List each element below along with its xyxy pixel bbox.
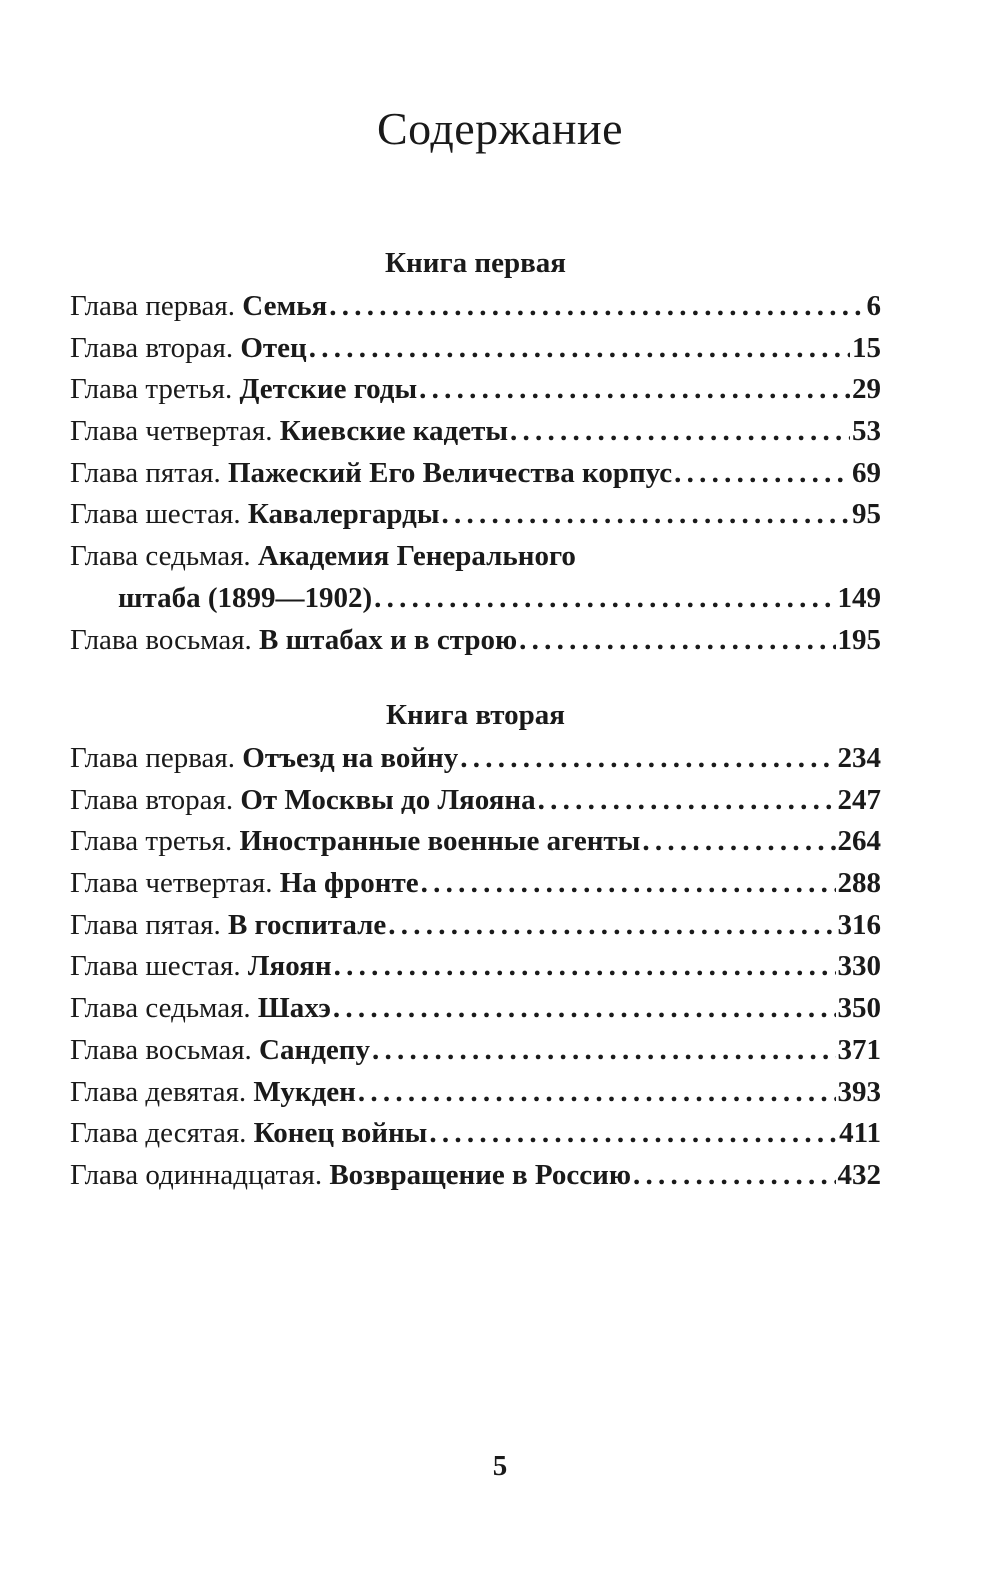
page-ref: 371: [837, 1033, 881, 1066]
page-ref: 316: [837, 908, 881, 941]
page-ref: 247: [837, 783, 881, 816]
dot-leader: [421, 863, 836, 905]
chapter-number: Глава седьмая.: [70, 540, 251, 573]
page-ref: 411: [839, 1117, 881, 1150]
chapter-title: Академия Генерального: [257, 540, 576, 573]
toc-entry[interactable]: [70, 411, 881, 453]
chapter-number: Глава первая.: [70, 742, 236, 774]
chapter-number: Глава шестая.: [70, 498, 241, 531]
dot-leader: [441, 494, 850, 536]
page-title: Содержание: [376, 103, 624, 154]
chapter-title: Ляоян: [247, 950, 332, 983]
dot-leader: [388, 905, 835, 947]
toc-entry[interactable]: [70, 1113, 881, 1155]
chapter-number: Глава третья.: [70, 825, 233, 858]
chapter-number: Глава девятая.: [70, 1075, 247, 1108]
toc-entry-continuation[interactable]: [70, 578, 881, 620]
page-ref: 288: [837, 867, 881, 900]
page-ref: 6: [866, 290, 881, 322]
dot-leader: [519, 620, 835, 662]
chapter-title: Конец войны: [253, 1117, 428, 1150]
chapter-number: Глава четвертая.: [70, 867, 273, 900]
chapter-title: Иностранные военные агенты: [239, 825, 641, 858]
dot-leader: [642, 821, 835, 863]
chapter-title: Отец: [240, 331, 307, 364]
toc-entry[interactable]: [70, 738, 881, 780]
toc-entry[interactable]: [70, 328, 881, 370]
page-ref: 149: [837, 581, 881, 614]
toc-entry[interactable]: [70, 946, 881, 988]
chapter-number: Глава восьмая.: [70, 1033, 252, 1066]
book-section-1: [70, 240, 881, 661]
chapter-title: От Москвы до Ляояна: [240, 783, 536, 816]
toc-entry[interactable]: [70, 453, 881, 495]
page-ref: 264: [837, 825, 881, 858]
dot-leader: [329, 286, 864, 328]
chapter-number: Глава четвертая.: [70, 415, 273, 448]
dot-leader: [333, 988, 836, 1030]
chapter-number: Глава восьмая.: [70, 623, 252, 656]
page-ref: 330: [837, 950, 881, 983]
chapter-number: Глава пятая.: [70, 456, 221, 489]
toc-entry[interactable]: [70, 620, 881, 662]
toc-entry[interactable]: [70, 863, 881, 905]
chapter-title: Возвращение в Россию: [329, 1158, 632, 1191]
chapter-title: Семья: [242, 290, 328, 322]
chapter-title: В госпитале: [227, 908, 387, 941]
toc-entry[interactable]: [70, 1072, 881, 1114]
dot-leader: [460, 738, 835, 780]
chapter-title: Отъезд на войну: [242, 742, 459, 774]
dot-leader: [372, 1030, 836, 1072]
page-ref: 29: [852, 373, 881, 406]
chapter-title: Пажеский Его Величества корпус: [227, 456, 673, 489]
toc-entry[interactable]: [70, 1030, 881, 1072]
dot-leader: [538, 780, 836, 822]
toc-entry[interactable]: [70, 780, 881, 822]
dot-leader: [374, 578, 835, 620]
page-ref: 234: [837, 742, 881, 774]
page-ref: 195: [837, 623, 881, 656]
page-ref: 393: [837, 1075, 881, 1108]
chapter-title: В штабах и в строю: [259, 623, 518, 656]
chapter-number: Глава седьмая.: [70, 992, 251, 1025]
chapter-number: Глава вторая.: [70, 331, 234, 364]
section-heading: Книга первая: [385, 247, 566, 279]
page-ref: 53: [852, 415, 881, 448]
toc-entry[interactable]: [70, 286, 881, 328]
toc-entry[interactable]: [70, 988, 881, 1030]
page-ref: 15: [852, 331, 881, 364]
dot-leader: [309, 328, 850, 370]
page-number: 5: [492, 1450, 508, 1482]
toc-entry[interactable]: [70, 536, 881, 578]
chapter-number: Глава пятая.: [70, 908, 221, 941]
dot-leader: [510, 411, 850, 453]
chapter-title: Сандепу: [259, 1033, 370, 1066]
chapter-title: Мукден: [253, 1075, 356, 1108]
dot-leader: [334, 946, 836, 988]
page-ref: 69: [852, 456, 881, 489]
dot-leader: [419, 369, 850, 411]
chapter-title: Шахэ: [257, 992, 331, 1025]
chapter-title: Киевские кадеты: [279, 415, 508, 448]
chapter-number: Глава одиннадцатая.: [70, 1158, 323, 1191]
book-section-2: [70, 692, 881, 1197]
page-ref: 350: [837, 992, 881, 1025]
chapter-number: Глава вторая.: [70, 783, 234, 816]
dot-leader: [633, 1155, 835, 1197]
section-heading: Книга вторая: [386, 699, 565, 731]
toc-entry[interactable]: [70, 905, 881, 947]
dot-leader: [429, 1113, 837, 1155]
chapter-title: Кавалергарды: [247, 498, 440, 531]
toc-entry[interactable]: [70, 1155, 881, 1197]
chapter-title: На фронте: [279, 867, 419, 900]
chapter-number: Глава шестая.: [70, 950, 241, 983]
toc-entry[interactable]: [70, 494, 881, 536]
dot-leader: [358, 1072, 836, 1114]
chapter-number: Глава первая.: [70, 290, 236, 322]
page-ref: 432: [837, 1158, 881, 1191]
chapter-number: Глава третья.: [70, 373, 233, 406]
chapter-title: Детские годы: [239, 373, 418, 406]
chapter-title-continued: штаба (1899—1902): [118, 581, 373, 614]
toc-entry[interactable]: [70, 369, 881, 411]
dot-leader: [674, 453, 850, 495]
toc-entry[interactable]: [70, 821, 881, 863]
page-ref: 95: [852, 498, 881, 531]
chapter-number: Глава десятая.: [70, 1117, 247, 1150]
